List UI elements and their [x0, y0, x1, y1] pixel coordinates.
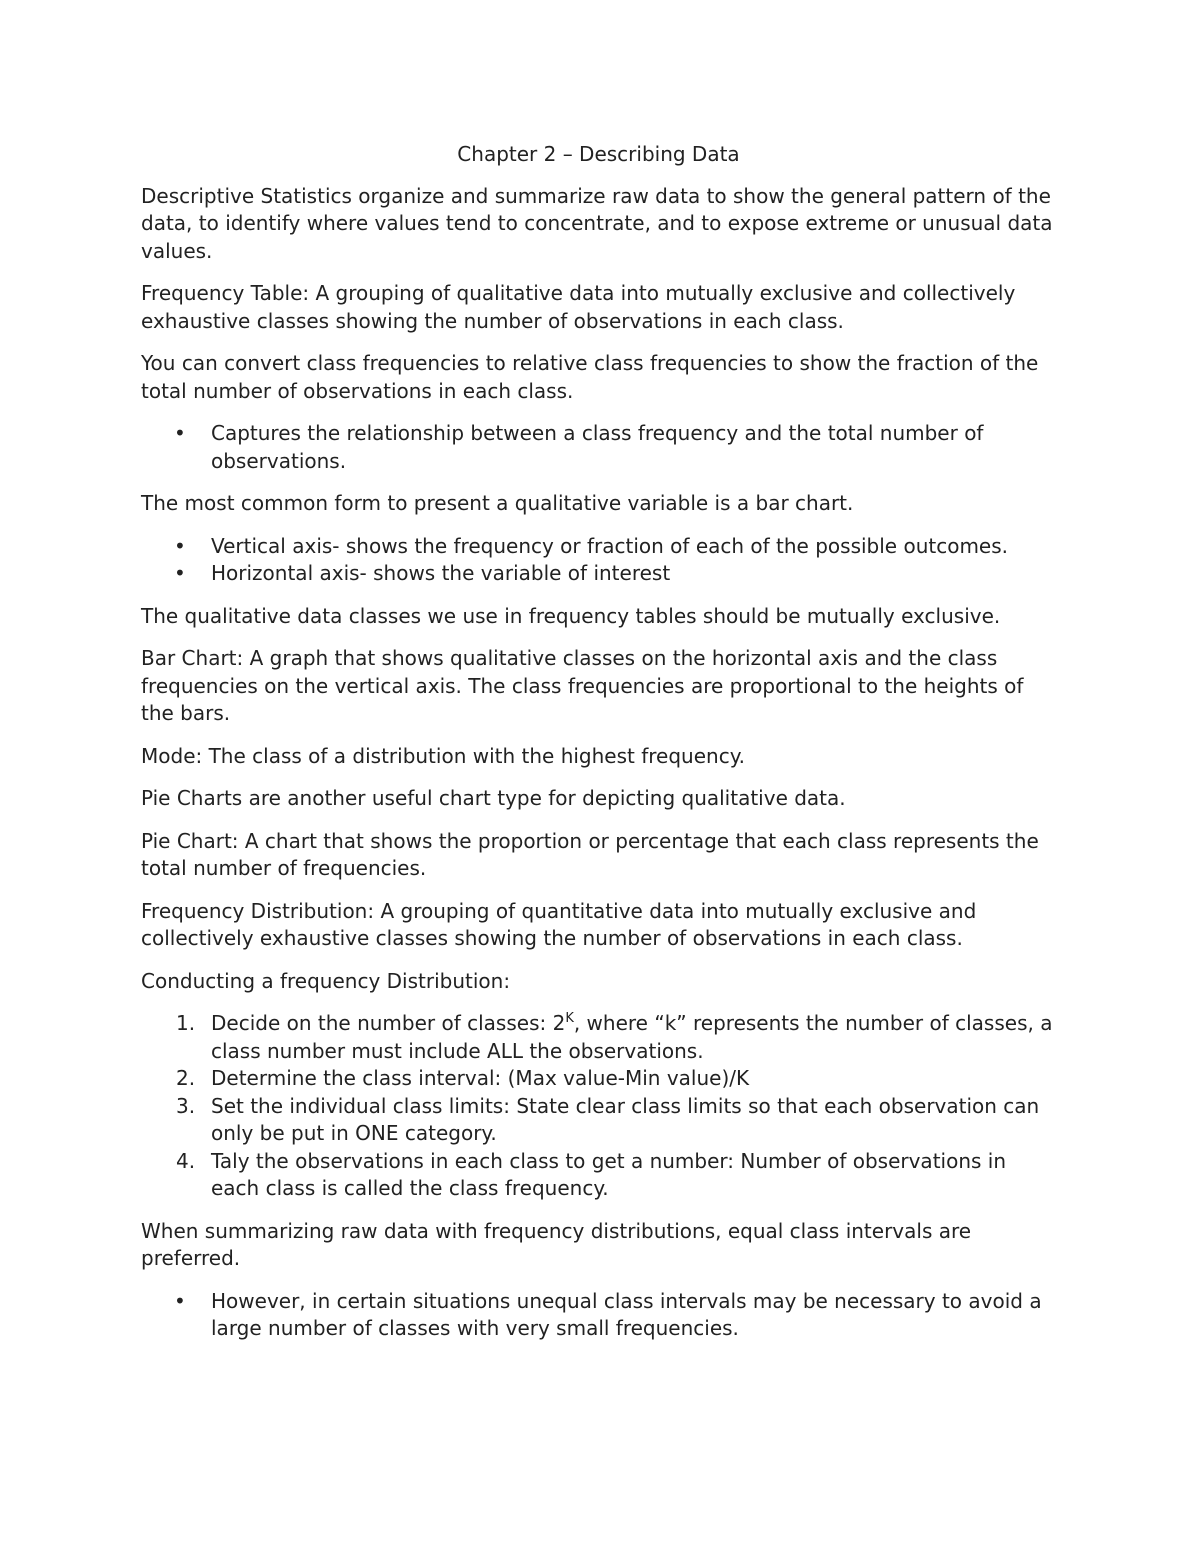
list-item-text: Determine the class interval: (Max value-Min value)/K [211, 1066, 750, 1090]
paragraph-descriptive-statistics: Descriptive Statistics organize and summarize raw data to show the general pattern of the data, to identify where values tend to concentrate, and to expose extreme or unusual data values. [141, 183, 1053, 263]
document-title: Chapter 2 – Describing Data [457, 142, 740, 166]
list-item [174, 420, 1060, 475]
paragraph-pie-charts: Pie Charts are another useful chart type for depicting qualitative data. [141, 786, 846, 810]
paragraph-relative-frequencies: You can convert class frequencies to relative class frequencies to show the fraction of the total number of observations in each class. [141, 351, 1039, 403]
paragraph-bar-chart-definition: Bar Chart: A graph that shows qualitative classes on the horizontal axis and the class frequencies on the vertical axis. The class frequencies are proportional to the heights of the bars. [141, 646, 1024, 725]
superscript: K [565, 1011, 574, 1026]
bullet-list-unequal-intervals [141, 1288, 1060, 1343]
paragraph-bar-chart-intro: The most common form to present a qualitative variable is a bar chart. [141, 491, 854, 515]
list-number: 4. [176, 1148, 196, 1173]
bullet-icon: • [174, 1288, 186, 1313]
paragraph-frequency-table: Frequency Table: A grouping of qualitative data into mutually exclusive and collectively exhaustive classes showing the number of observations in each class. [141, 281, 1016, 333]
list-item [176, 1093, 1060, 1148]
paragraph-frequency-distribution: Frequency Distribution: A grouping of quantitative data into mutually exclusive and collectively exhaustive classes showing the number of observations in each class. [141, 898, 977, 950]
paragraph-conducting: Conducting a frequency Distribution: [141, 968, 511, 993]
paragraph-equal-intervals: When summarizing raw data with frequency distributions, equal class intervals are preferred. [141, 1218, 972, 1270]
list-item-text: Taly the observations in each class to get a number: Number of observations in each class is called the class frequency. [211, 1148, 1007, 1200]
paragraph-pie-chart-definition: Pie Chart: A chart that shows the proportion or percentage that each class represents the total number of frequencies. [141, 828, 1039, 880]
list-item-text: Set the individual class limits: State clear class limits so that each observation can only be put in ONE category. [211, 1093, 1040, 1145]
bullet-icon: • [174, 533, 186, 558]
list-item [176, 1010, 1060, 1065]
bullet-list-relative-frequency [141, 420, 1060, 475]
list-item-text: Vertical axis- shows the frequency or fraction of each of the possible outcomes. [211, 533, 1009, 558]
list-number: 3. [176, 1093, 196, 1118]
list-item [176, 1065, 1060, 1093]
list-item [176, 1148, 1060, 1203]
list-item-text: However, in certain situations unequal class intervals may be necessary to avoid a large number of classes with very small frequencies. [211, 1288, 1042, 1340]
bullet-list-axes [141, 533, 1060, 588]
paragraph-mutually-exclusive: The qualitative data classes we use in frequency tables should be mutually exclusive. [141, 603, 1001, 628]
list-item [174, 533, 1060, 561]
numbered-list-steps [141, 1010, 1060, 1203]
bullet-icon: • [174, 561, 186, 585]
list-item [174, 560, 1060, 588]
list-item-text: Horizontal axis- shows the variable of interest [211, 561, 671, 585]
bullet-icon: • [174, 421, 186, 445]
paragraph-mode: Mode: The class of a distribution with the highest frequency. [141, 743, 746, 768]
list-number: 2. [176, 1066, 196, 1090]
list-number: 1. [176, 1011, 196, 1035]
list-item [174, 1288, 1060, 1343]
list-item-text: Decide on the number of classes: $2^K$, where “k” represents the number of classes, a class number must include ALL the observations. [211, 1011, 1053, 1063]
list-item-text: Captures the relationship between a class frequency and the total number of observations. [211, 421, 984, 473]
